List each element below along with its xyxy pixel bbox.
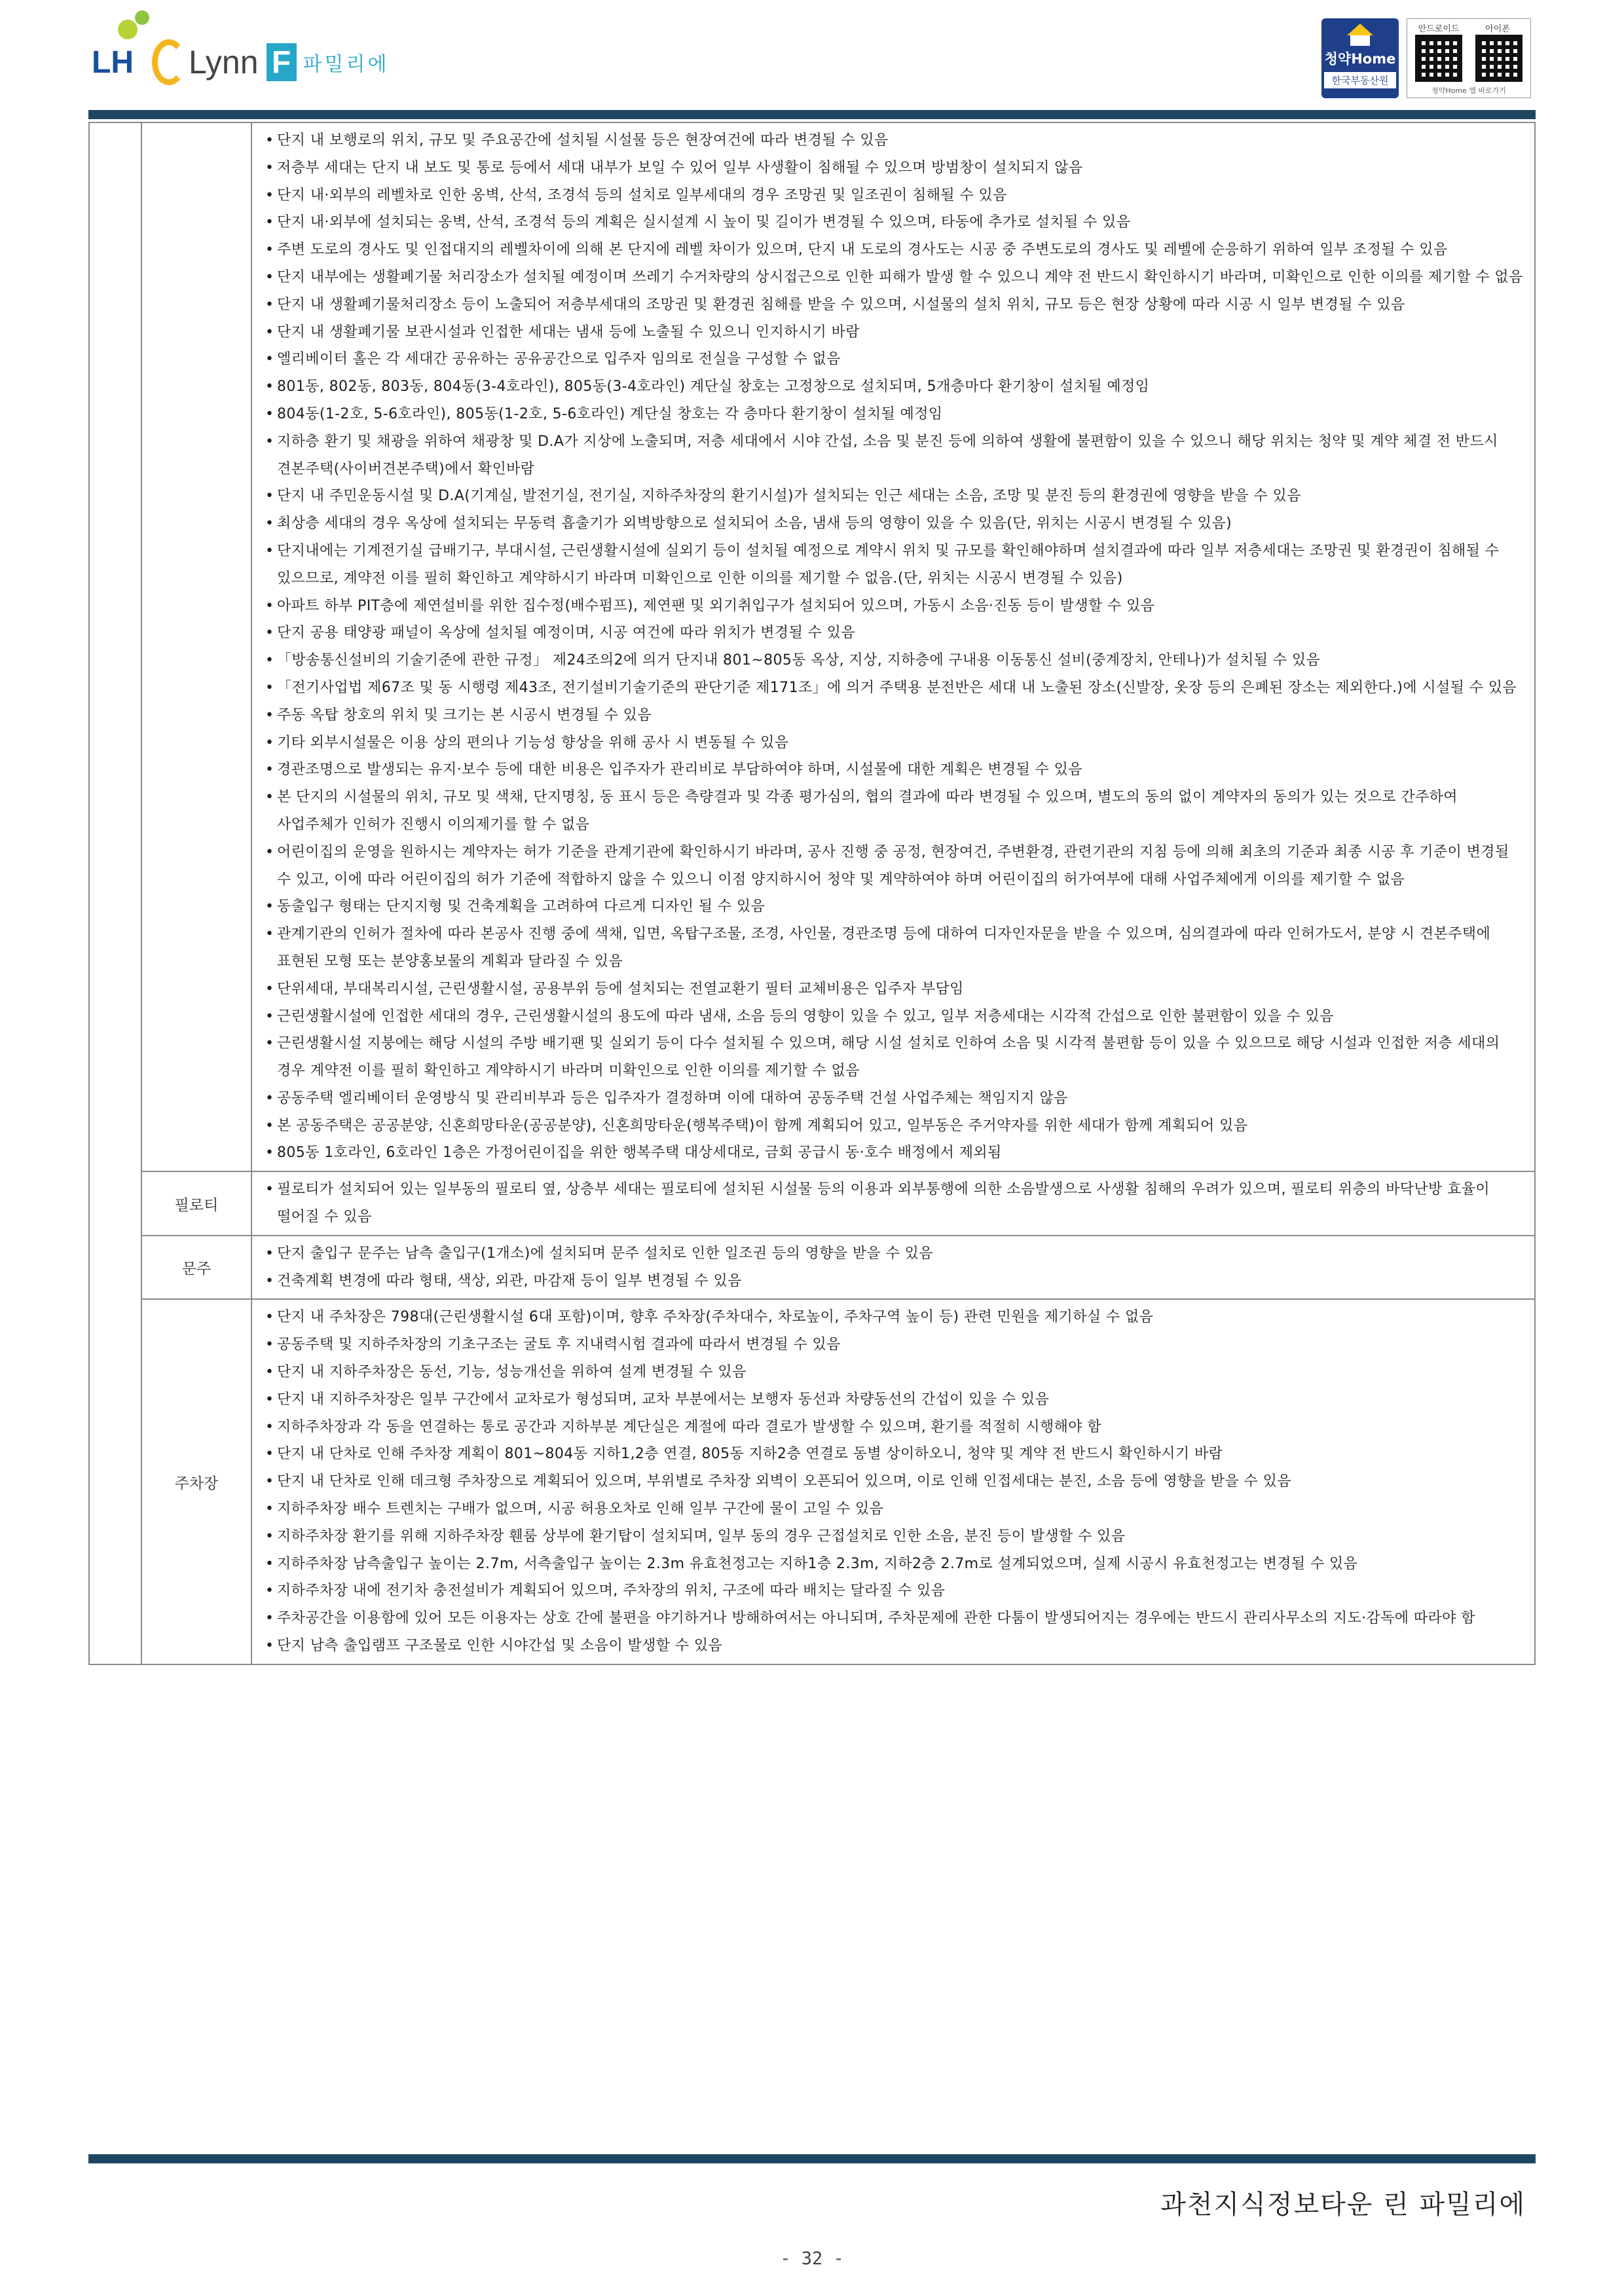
- section-items-piloti: [251, 1171, 1535, 1236]
- list-item: • 단지 남측 출입램프 구조물로 인한 시야간섭 및 소음이 발생할 수 있음: [261, 1632, 1525, 1660]
- notice-table: [88, 122, 1536, 1665]
- section-label-gate: 문주: [141, 1236, 251, 1300]
- footer-rule: [88, 2154, 1536, 2163]
- category-cell: [89, 122, 141, 1664]
- house-icon: [1347, 24, 1373, 35]
- list-item: • 필로티가 설치되어 있는 일부동의 필로티 옆, 상층부 세대는 필로티에 설치된 시설물 등의 이용과 외부통행에 의한 소음발생으로 사생활 침해의 우려가 있으며, 필로티 위층의 바닥난방 효율이 떨어질 수 있음: [261, 1176, 1525, 1231]
- list-item: • 「전기사업법 제67조 및 동 시행령 제43조, 전기설비기술기준의 판단기준 제171조」에 의거 주택용 분전반은 세대 내 노출된 장소(신발장, 옷장 등의 은폐된 장소는 제외한다.)에 시설될 수 있음: [261, 674, 1525, 702]
- table-row: [89, 1171, 1535, 1236]
- list-item: • 804동(1-2호, 5-6호라인), 805동(1-2호, 5-6호라인) 계단실 창호는 각 층마다 환기창이 설치될 예정임: [261, 401, 1525, 428]
- list-item: • 단지 내 단차로 인해 주차장 계획이 801~804동 지하1,2층 연결, 805동 지하2층 연결로 동별 상이하오니, 청약 및 계약 전 반드시 확인하시기 바람: [261, 1441, 1525, 1468]
- list-item: • 주변 도로의 경사도 및 인접대지의 레벨차이에 의해 본 단지에 레벨 차이가 있으며, 단지 내 도로의 경사도는 시공 중 주변도로의 경사도 및 레벨에 순응하기 위하여 일부 조정될 수 있음: [261, 236, 1525, 264]
- list-item: • 단지 내 주차장은 798대(근린생활시설 6대 포함)이며, 향후 주차장(주차대수, 차로높이, 주차구역 높이 등) 관련 민원을 제기하실 수 없음: [261, 1304, 1525, 1331]
- list-item: • 단지 내 생활폐기물처리장소 등이 노출되어 저층부세대의 조망권 및 환경권 침해를 받을 수 있으며, 시설물의 설치 위치, 규모 등은 현장 상황에 따라 시공 시 일부 변경될 수 있음: [261, 291, 1525, 319]
- section-items: [251, 122, 1535, 1171]
- list-item: • 지하주차장 내에 전기차 충전설비가 계획되어 있으며, 주차장의 위치, 구조에 따라 배치는 달라질 수 있음: [261, 1577, 1525, 1605]
- list-item: • 단지 공용 태양광 패널이 옥상에 설치될 예정이며, 시공 여건에 따라 위치가 변경될 수 있음: [261, 619, 1525, 647]
- header-rule: [88, 110, 1536, 119]
- list-item: • 관계기관의 인허가 절차에 따라 본공사 진행 중에 색채, 입면, 옥탑구조물, 조경, 사인물, 경관조명 등에 대하여 디자인자문을 받을 수 있으며, 심의결과에 따라 인허가도서, 분양 시 견본주택에 표현된 모형 또는 분양홍보물의 계획과 달라질 수 있음: [261, 921, 1525, 976]
- lynn-logo-ring: [152, 39, 186, 85]
- list-item: • 근린생활시설 지붕에는 해당 시설의 주방 배기팬 및 실외기 등이 다수 설치될 수 있으며, 해당 시설 설치로 인하여 소음 및 시각적 불편함 등이 있을 수 있으므로 해당 시설과 인접한 저층 세대의 경우 계약전 이를 필히 확인하고 계약하시기 바라며 미확인으로 인한 이의를 제기할 수 없음: [261, 1030, 1525, 1085]
- list-item: • 801동, 802동, 803동, 804동(3-4호라인), 805동(3-4호라인) 계단실 창호는 고정창으로 설치되며, 5개층마다 환기창이 설치될 예정임: [261, 373, 1525, 401]
- list-item: • 단지 내·외부의 레벨차로 인한 옹벽, 산석, 조경석 등의 설치로 일부세대의 경우 조망권 및 일조권이 침해될 수 있음: [261, 182, 1525, 210]
- list-item: • 단지 내부에는 생활폐기물 처리장소가 설치될 예정이며 쓰레기 수거차량의 상시접근으로 인한 피해가 발생 할 수 있으니 계약 전 반드시 확인하시기 바라며, 미확인으로 인한 이의를 제기할 수 없음: [261, 264, 1525, 291]
- page-number: - 32 -: [780, 2249, 844, 2269]
- list-item: • 저층부 세대는 단지 내 보도 및 통로 등에서 세대 내부가 보일 수 있어 일부 사생활이 침해될 수 있으며 방범창이 설치되지 않음: [261, 155, 1525, 182]
- list-item: • 기타 외부시설물은 이용 상의 편의나 기능성 향상을 위해 공사 시 변동될 수 있음: [261, 729, 1525, 757]
- lh-logo-dot-small: [135, 10, 149, 25]
- list-item: • 최상층 세대의 경우 옥상에 설치되는 무동력 흡출기가 외벽방향으로 설치되어 소음, 냄새 등의 영향이 있을 수 있음(단, 위치는 시공시 변경될 수 있음): [261, 510, 1525, 538]
- qr-code-iphone-icon[interactable]: [1475, 35, 1522, 82]
- list-item: • 주차공간을 이용함에 있어 모든 이용자는 상호 간에 불편을 야기하거나 방해하여서는 아니되며, 주차문제에 관한 다툼이 발생되어지는 경우에는 반드시 관리사무소의 지도·감독에 따라야 함: [261, 1605, 1525, 1632]
- list-item: • 지하주차장과 각 동을 연결하는 통로 공간과 지하부분 계단실은 계절에 따라 결로가 발생할 수 있으며, 환기를 적절히 시행해야 함: [261, 1414, 1525, 1441]
- list-item: • 단지 출입구 문주는 남측 출입구(1개소)에 설치되며 문주 설치로 인한 일조권 등의 영향을 받을 수 있음: [261, 1240, 1525, 1268]
- section-label: [141, 122, 251, 1171]
- badge-org: 한국부동산원: [1324, 72, 1396, 88]
- section-label-parking: 주차장: [141, 1299, 251, 1664]
- familie-logo-text: 파밀리에: [303, 53, 390, 76]
- list-item: • 아파트 하부 PIT층에 제연설비를 위한 집수정(배수펌프), 제연팬 및 외기취입구가 설치되어 있으며, 가동시 소음·진동 등이 발생할 수 있음: [261, 593, 1525, 620]
- list-item: • 지하주차장 남측출입구 높이는 2.7m, 서측출입구 높이는 2.3m 유효천정고는 지하1층 2.3m, 지하2층 2.7m로 설계되었으며, 실제 시공시 유효천정고는 변경될 수 있음: [261, 1551, 1525, 1578]
- list-item: • 엘리베이터 홀은 각 세대간 공유하는 공유공간으로 입주자 임의로 전실을 구성할 수 없음: [261, 346, 1525, 373]
- list-item: • 어린이집의 운영을 원하시는 계약자는 허가 기준을 관계기관에 확인하시기 바라며, 공사 진행 중 공정, 현장여건, 주변환경, 관련기관의 지침 등에 의해 최초의 기준과 최종 시공 후 기준이 변경될 수 있고, 이에 따라 어린이집의 허가 기준에 적합하지 않을 수 있으니 이점 양지하시어 청약 및 계약하여야 하며 어린이집의 허가여부에 대해 사업주체에게 이의를 제기할 수 없음: [261, 839, 1525, 894]
- section-items-parking: [251, 1299, 1535, 1664]
- list-item: • 지하주차장 배수 트렌치는 구배가 없으며, 시공 허용오차로 인해 일부 구간에 물이 고일 수 있음: [261, 1496, 1525, 1523]
- list-item: • 단지 내 지하주차장은 동선, 기능, 성능개선을 위하여 설계 변경될 수 있음: [261, 1359, 1525, 1386]
- list-item: • 본 단지의 시설물의 위치, 규모 및 색채, 단지명칭, 동 표시 등은 측량결과 및 각종 평가심의, 협의 결과에 따라 변경될 수 있으며, 별도의 동의 없이 계약자의 동의가 있는 것으로 간주하여 사업주체가 인허가 진행시 이의제기를 할 수 없음: [261, 784, 1525, 839]
- section-label-piloti: 필로티: [141, 1171, 251, 1236]
- list-item: • 「방송통신설비의 기술기준에 관한 규정」 제24조의2에 의거 단지내 801~805동 옥상, 지상, 지하층에 구내용 이동통신 설비(중계장치, 안테나)가 설치될 수 있음: [261, 647, 1525, 674]
- footer-title: 과천지식정보타운 린 파밀리에: [1160, 2190, 1526, 2220]
- house-body-icon: [1350, 35, 1370, 46]
- qr-code-android-icon[interactable]: [1415, 35, 1462, 82]
- lh-logo-dot: [118, 20, 138, 39]
- lh-logo: [92, 45, 134, 81]
- list-item: • 공동주택 엘리베이터 운영방식 및 관리비부과 등은 입주자가 결정하며 이에 대하여 공동주택 건설 사업주체는 책임지지 않음: [261, 1085, 1525, 1112]
- list-item: • 단위세대, 부대복리시설, 근린생활시설, 공용부위 등에 설치되는 전열교환기 필터 교체비용은 입주자 부담임: [261, 976, 1525, 1003]
- badge-title: 청약Home: [1324, 51, 1396, 67]
- list-item: • 근린생활시설에 인접한 세대의 경우, 근린생활시설의 용도에 따라 냄새, 소음 등의 영향이 있을 수 있고, 일부 저층세대는 시각적 간섭으로 인한 불편함이 있을 수 있음: [261, 1003, 1525, 1031]
- table-row: [89, 1236, 1535, 1300]
- list-item: • 단지 내 보행로의 위치, 규모 및 주요공간에 설치될 시설물 등은 현장여건에 따라 변경될 수 있음: [261, 127, 1525, 155]
- familie-logo-mark: F: [267, 43, 297, 81]
- brand-logo: [92, 26, 389, 98]
- list-item: • 단지 내 단차로 인해 데크형 주차장으로 계획되어 있으며, 부위별로 주차장 외벽이 오픈되어 있으며, 이로 인해 인접세대는 분진, 소음 등에 영향을 받을 수 있음: [261, 1468, 1525, 1496]
- cheongyak-home-badge[interactable]: [1321, 18, 1399, 98]
- list-item: • 단지 내·외부에 설치되는 옹벽, 산석, 조경석 등의 계획은 실시설계 시 높이 및 길이가 변경될 수 있으며, 타동에 추가로 설치될 수 있음: [261, 209, 1525, 236]
- qr-panel: [1407, 18, 1531, 98]
- qr-caption: 청약Home 앱 바로가기: [1431, 86, 1506, 95]
- list-item: • 경관조명으로 발생되는 유지·보수 등에 대한 비용은 입주자가 관리비로 부담하여야 하며, 시설물에 대한 계획은 변경될 수 있음: [261, 756, 1525, 784]
- list-item: • 주동 옥탑 창호의 위치 및 크기는 본 시공시 변경될 수 있음: [261, 702, 1525, 729]
- list-item: • 단지 내 지하주차장은 일부 구간에서 교차로가 형성되며, 교차 부분에서는 보행자 동선과 차량동선의 간섭이 있을 수 있음: [261, 1386, 1525, 1414]
- list-item: • 건축계획 변경에 따라 형태, 색상, 외관, 마감재 등이 일부 변경될 수 있음: [261, 1268, 1525, 1295]
- list-item: • 단지내에는 기계전기실 급배기구, 부대시설, 근린생활시설에 실외기 등이 설치될 예정으로 계약시 위치 및 규모를 확인해야하며 설치결과에 따라 일부 저층세대는 조망권 및 환경권이 침해될 수 있으므로, 계약전 이를 필히 확인하고 계약하시기 바라며 미확인으로 인한 이의를 제기할 수 없음.(단, 위치는 시공시 변경될 수 있음): [261, 538, 1525, 593]
- section-items-gate: [251, 1236, 1535, 1300]
- list-item: • 단지 내 생활폐기물 보관시설과 인접한 세대는 냄새 등에 노출될 수 있으니 인지하시기 바람: [261, 319, 1525, 346]
- list-item: • 지하층 환기 및 채광을 위하여 채광창 및 D.A가 지상에 노출되며, 저층 세대에서 시야 간섭, 소음 및 분진 등에 의하여 생활에 불편함이 있을 수 있으니 해당 위치는 청약 및 계약 체결 전 반드시 견본주택(사이버견본주택)에서 확인바람: [261, 428, 1525, 483]
- qr-label-android: 안드로이드: [1418, 24, 1460, 34]
- lh-logo-text: LH: [92, 45, 134, 80]
- list-item: • 지하주차장 환기를 위해 지하주차장 휀룸 상부에 환기탑이 설치되며, 일부 동의 경우 근접설치로 인한 소음, 분진 등이 발생할 수 있음: [261, 1523, 1525, 1551]
- lynn-logo-text: Lynn: [188, 44, 259, 81]
- list-item: • 805동 1호라인, 6호라인 1층은 가정어린이집을 위한 행복주택 대상세대로, 금회 공급시 동·호수 배정에서 제외됨: [261, 1139, 1525, 1167]
- list-item: • 단지 내 주민운동시설 및 D.A(기계실, 발전기실, 전기실, 지하주차장의 환기시설)가 설치되는 인근 세대는 소음, 조망 및 분진 등의 환경권에 영향을 받을 수 있음: [261, 483, 1525, 510]
- qr-label-iphone: 아이폰: [1485, 24, 1510, 34]
- list-item: • 공동주택 및 지하주차장의 기초구조는 굴토 후 지내력시험 결과에 따라서 변경될 수 있음: [261, 1331, 1525, 1359]
- list-item: • 본 공동주택은 공공분양, 신혼희망타운(공공분양), 신혼희망타운(행복주택)이 함께 계획되어 있고, 일부동은 주거약자를 위한 세대가 함께 계획되어 있음: [261, 1112, 1525, 1140]
- table-row: [89, 122, 1535, 1171]
- list-item: • 동출입구 형태는 단지지형 및 건축계획을 고려하여 다르게 디자인 될 수 있음: [261, 893, 1525, 921]
- table-row: [89, 1299, 1535, 1664]
